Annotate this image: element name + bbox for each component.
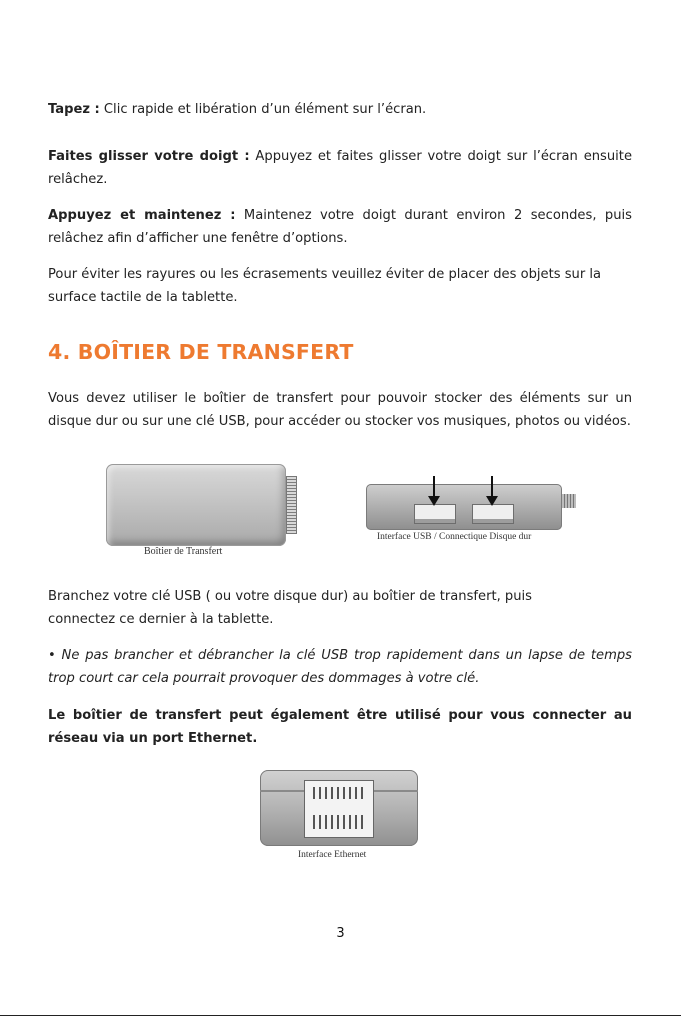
transfer-box-connector xyxy=(286,476,297,534)
usb-port xyxy=(472,504,514,524)
gesture-hold-paragraph xyxy=(48,204,632,250)
ethernet-port xyxy=(304,780,374,838)
transfer-box-caption: Boîtier de Transfert xyxy=(144,546,223,557)
transfer-box-figure xyxy=(100,460,300,560)
gesture-swipe-label: Faites glisser votre doigt : xyxy=(48,149,250,164)
gesture-tap-text: Clic rapide et libération d’un élément sur l’écran. xyxy=(99,102,427,117)
usb-interface-figure xyxy=(362,472,582,550)
section-intro-paragraph: Vous devez utiliser le boîtier de transfert pour pouvoir stocker des éléments sur un disque dur ou sur une clé USB, pour accéder ou stocker vos musiques, photos ou vidéos. xyxy=(48,391,632,429)
ethernet-interface-caption: Interface Ethernet xyxy=(298,850,367,860)
page-number: 3 xyxy=(336,926,345,941)
ethernet-paragraph: Le boîtier de transfert peut également être utilisé pour vous connecter au réseau via un port Ethernet. xyxy=(48,708,632,746)
usb-port xyxy=(414,504,456,524)
gesture-tap-paragraph xyxy=(48,98,632,121)
scratch-warning-paragraph: Pour éviter les rayures ou les écrasements veuillez éviter de placer des objets sur la surface tactile de la tablette. xyxy=(48,267,602,305)
ethernet-interface-figure xyxy=(258,768,424,864)
gesture-swipe-paragraph xyxy=(48,145,632,191)
ethernet-pins xyxy=(313,815,365,829)
gesture-swipe-text: Appuyez et faites glisser votre doigt sur l’écran ensuite relâchez. xyxy=(48,149,632,187)
arrow-down-icon xyxy=(433,476,435,502)
ethernet-interface-illustration xyxy=(260,770,418,846)
gesture-hold-text: Maintenez votre doigt durant environ 2 secondes, puis relâchez afin d’afficher une fenêtre d’options. xyxy=(48,208,633,246)
section-heading: 4. BOÎTIER DE TRANSFERT xyxy=(48,340,354,364)
transfer-box-illustration xyxy=(106,464,286,546)
usb-interface-caption: Interface USB / Connectique Disque dur xyxy=(377,532,532,542)
page-bottom-divider xyxy=(0,1015,681,1016)
usb-warning-note: • Ne pas brancher et débrancher la clé USB trop rapidement dans un lapse de temps trop court car cela pourrait provoquer des dommages à votre clé. xyxy=(48,648,632,686)
connect-instructions-paragraph: Branchez votre clé USB ( ou votre disque dur) au boîtier de transfert, puis connectez ce dernier à la tablette. xyxy=(48,589,532,627)
usb-interface-cable xyxy=(562,494,576,508)
arrow-down-icon xyxy=(491,476,493,502)
gesture-tap-label: Tapez : xyxy=(48,102,100,117)
usb-interface-illustration xyxy=(366,484,562,530)
ethernet-pins xyxy=(313,787,365,799)
gesture-hold-label: Appuyez et maintenez : xyxy=(48,208,236,223)
